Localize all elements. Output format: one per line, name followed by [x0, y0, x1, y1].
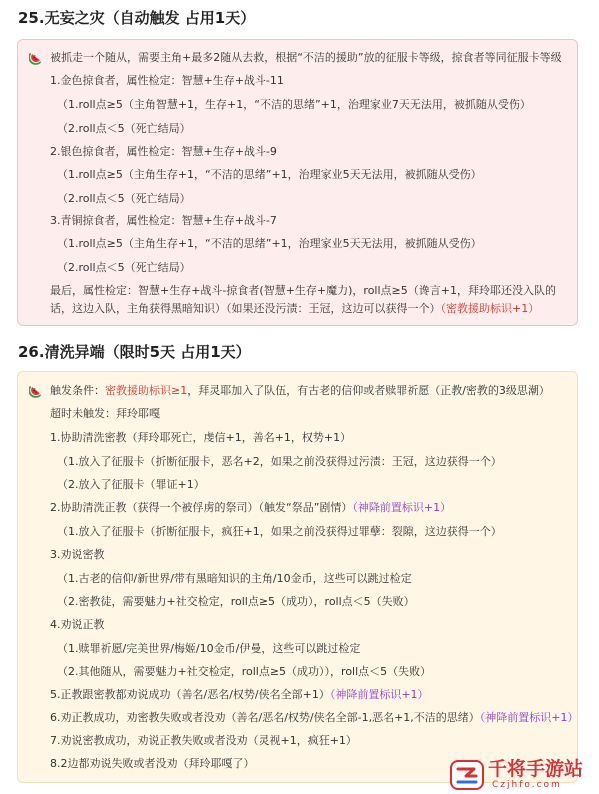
s26-option-2	[50, 500, 451, 515]
section-25-title: 25.无妄之灾（自动触发 占用1天）	[18, 9, 256, 27]
site-logo-url: Czjhfo.com	[492, 780, 562, 790]
s25-final-2-text: 话，这边入队，主角获得黑暗知识）（如果还没污渍：王冠，这边可以获得一个）	[50, 302, 441, 315]
s26-trigger	[50, 383, 550, 398]
s26-option-6-mark: （神降前置标识+1）	[479, 711, 579, 724]
s25-option-2a: （1.roll点≥5（主角生存+1，“不洁的思绪”+1，治理家业5天无法用，被抓随从受伤）	[57, 168, 482, 181]
s26-option-2-mark: （神降前置标识+1）	[352, 501, 452, 514]
s25-final-1: 最后，属性检定：智慧+生存+战斗-掠食者(智慧+生存+魔力)，roll点≥5（谗言+1，拜玲耶还没入队的	[50, 284, 556, 297]
s26-option-1a: （1.放入了征服卡（折断征服卡，恶名+2，如果之前没获得过污渍：王冠，这边获得一个）	[57, 455, 502, 468]
s26-option-2a: （1.放入了征服卡（折断征服卡，疯狂+1，如果之前没获得过罪孽：裂隙，这边获得一个）	[57, 525, 502, 538]
site-logo-icon	[450, 760, 484, 790]
s26-option-7: 7.劝说密教成功，劝说正教失败或者没劝（灵视+1，疯狂+1）	[50, 734, 357, 747]
s26-option-4a: （1.赎罪祈愿/完美世界/梅姬/10金币/伊曼，这些可以跳过检定	[57, 642, 361, 655]
s25-option-2b: （2.roll点＜5（死亡结局）	[57, 192, 191, 205]
s26-timeout: 超时未触发：拜玲耶嘎	[50, 407, 160, 420]
section-26-title: 26.清洗异端（限时5天 占用1天）	[18, 343, 251, 361]
s26-option-1b: （2.放入了征服卡（罪证+1）	[57, 478, 205, 491]
s26-option-4b: （2.其他随从，需要魅力+社交检定，roll点≥5（成功）），roll点＜5（失败）	[57, 665, 432, 678]
s26-option-5-text: 5.正教跟密教都劝说成功（善名/恶名/权势/侠名全部+1）	[50, 688, 330, 701]
s25-option-3a: （1.roll点≥5（主角生存+1，“不洁的思绪”+1，治理家业5天无法用，被抓随从受伤）	[57, 237, 482, 250]
s26-trigger-mark: 密教援助标识≥1	[105, 384, 188, 397]
s25-option-1a: （1.roll点≥5（主角智慧+1，生存+1，“不洁的思绪”+1，治理家业7天无法用，被抓随从受伤）	[57, 98, 531, 111]
s25-final-2-mark: （密教援助标识+1）	[440, 302, 540, 315]
watermelon-icon	[29, 50, 44, 65]
s26-option-5-mark: （神降前置标识+1）	[329, 688, 429, 701]
s26-option-3b: （2.密教徒，需要魅力+社交检定，roll点≥5（成功），roll点＜5（失败）	[57, 595, 415, 608]
s25-option-2: 2.银色掠食者，属性检定：智慧+生存+战斗-9	[50, 145, 277, 158]
s26-option-4: 4.劝说正教	[50, 618, 105, 631]
s25-option-1b: （2.roll点＜5（死亡结局）	[57, 122, 191, 135]
s26-option-2-text: 2.协助清洗正教（获得一个被俘虏的祭司）（触发“祭品”剧情）	[50, 501, 353, 514]
s26-option-3: 3.劝说密教	[50, 548, 105, 561]
s26-option-1: 1.协助清洗密教（拜玲耶死亡，虔信+1，善名+1，权势+1）	[50, 431, 352, 444]
s25-option-1: 1.金色掠食者，属性检定：智慧+生存+战斗-11	[50, 74, 284, 87]
s25-intro: 被抓走一个随从，需要主角+最多2随从去救，根据“不洁的援助”放的征服卡等级，掠食者等同征服卡等级	[50, 51, 562, 64]
s26-option-6-text: 6.劝正教成功，劝密教失败或者没劝（善名/恶名/权势/侠名全部-1,恶名+1,不洁的思绪）	[50, 711, 480, 724]
s26-option-3a: （1.古老的信仰/新世界/带有黑暗知识的主角/10金币，这些可以跳过检定	[57, 572, 412, 585]
s26-trigger-prefix: 触发条件：	[50, 384, 105, 397]
s26-option-5	[50, 687, 429, 702]
s25-option-3b: （2.roll点＜5（死亡结局）	[57, 261, 191, 274]
s26-option-6	[50, 710, 579, 725]
s26-option-8: 8.2边都劝说失败或者没劝（拜玲耶嘎了）	[50, 757, 255, 770]
site-logo	[450, 758, 596, 792]
site-logo-name: 千将手游站	[488, 758, 584, 780]
s25-final-2	[50, 301, 539, 316]
watermelon-icon	[29, 383, 44, 398]
s25-option-3: 3.青铜掠食者，属性检定：智慧+生存+战斗-7	[50, 214, 277, 227]
s26-trigger-rest: ，拜灵耶加入了队伍，有古老的信仰或者赎罪祈愿（正教/密教的3级思潮）	[187, 384, 550, 397]
